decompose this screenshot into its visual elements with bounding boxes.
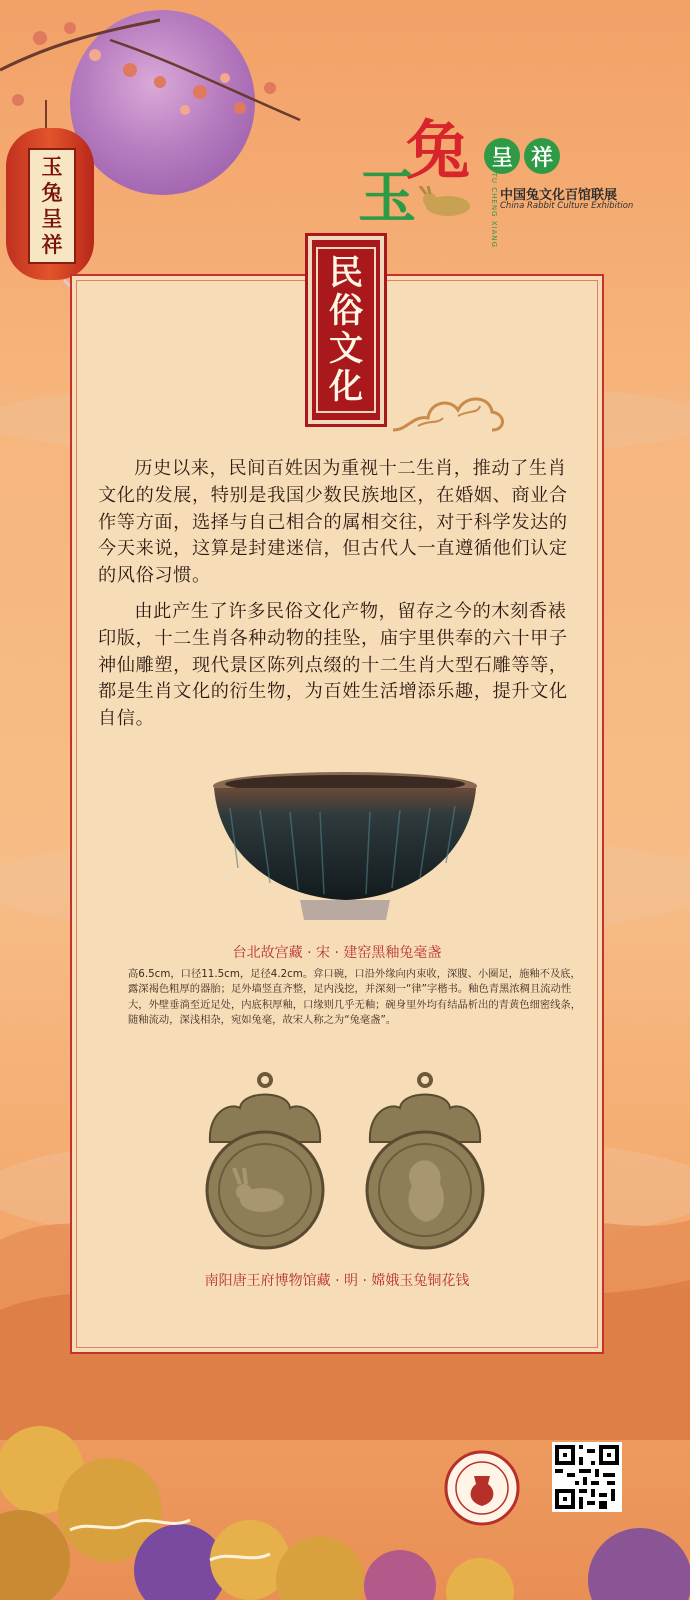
section-title-char: 民 bbox=[329, 253, 363, 293]
section-title-plaque bbox=[308, 236, 384, 424]
lantern-char: 呈 bbox=[41, 206, 63, 231]
logo-badge-cheng: 呈 bbox=[484, 138, 520, 174]
bronze-coin-rabbit-image bbox=[200, 1072, 330, 1252]
section-title-char: 文 bbox=[329, 329, 363, 369]
exhibit-description: 高6.5cm，口径11.5cm，足径4.2cm。弇口碗，口沿外缘向内束收，深腹、小圈足，施釉不及底，露深褐色粗厚的器胎；足外墙竖直齐整，足内浅挖，并深刻一“律”字楷书。釉色青黑浓稠且流动性大，外壁垂淌至近足处，内底积厚釉，口缘则几乎无釉；碗身里外均有结晶析出的青黄色细密线条，随釉流动，深浅相杂，宛如兔毫，故宋人称之为“兔毫盏”。 bbox=[128, 968, 582, 1027]
logo-char-tu: 兔 bbox=[406, 114, 470, 189]
logo-pinyin: YU TU CHENG XIANG bbox=[490, 158, 498, 249]
section-title-char: 俗 bbox=[329, 291, 363, 331]
hare-fur-bowl-image bbox=[210, 768, 480, 928]
logo-badge-xiang: 祥 bbox=[524, 138, 560, 174]
auspicious-cloud-icon bbox=[388, 380, 508, 440]
museum-seal-logo bbox=[444, 1450, 520, 1526]
lantern-char: 玉 bbox=[41, 154, 63, 179]
jade-rabbit-icon bbox=[418, 186, 474, 218]
body-paragraph: 历史以来，民间百姓因为重视十二生肖，推动了生肖文化的发展，特别是我国少数民族地区，在婚姻、商业合作等方面，选择与自己相合的属相交往，对于科学发达的今天来说，这算是封建迷信，但古代人一直遵循他们认定的风俗习惯。 bbox=[98, 458, 568, 587]
qr-code[interactable] bbox=[552, 1442, 622, 1512]
lantern bbox=[6, 128, 94, 280]
section-title-char: 化 bbox=[329, 367, 363, 407]
logo-title-cn: 中国兔文化百馆联展 bbox=[500, 188, 618, 203]
qr-code-pattern bbox=[555, 1445, 619, 1509]
exhibit-caption: 台北故宫藏 · 宋 · 建窑黑釉兔毫盏 bbox=[232, 945, 442, 961]
lantern-string bbox=[40, 100, 52, 130]
bronze-coin-figure-image bbox=[360, 1072, 490, 1252]
lantern-label bbox=[28, 148, 76, 264]
lantern-char: 兔 bbox=[41, 180, 63, 205]
exhibit-caption: 南阳唐王府博物馆藏 · 明 · 嫦娥玉兔铜花钱 bbox=[204, 1273, 470, 1289]
body-paragraph: 由此产生了许多民俗文化产物，留存之今的木刻香裱印版，十二生肖各种动物的挂坠，庙宇里供奉的六十甲子神仙雕塑，现代景区陈列点缀的十二生肖大型石雕等等，都是生肖文化的衍生物，为百姓生活增添乐趣，提升文化自信。 bbox=[98, 601, 568, 730]
logo-char-yu: 玉 bbox=[358, 163, 417, 231]
logo-title-en: China Rabbit Culture Exhibition bbox=[500, 201, 634, 211]
lantern-char: 祥 bbox=[41, 232, 63, 257]
